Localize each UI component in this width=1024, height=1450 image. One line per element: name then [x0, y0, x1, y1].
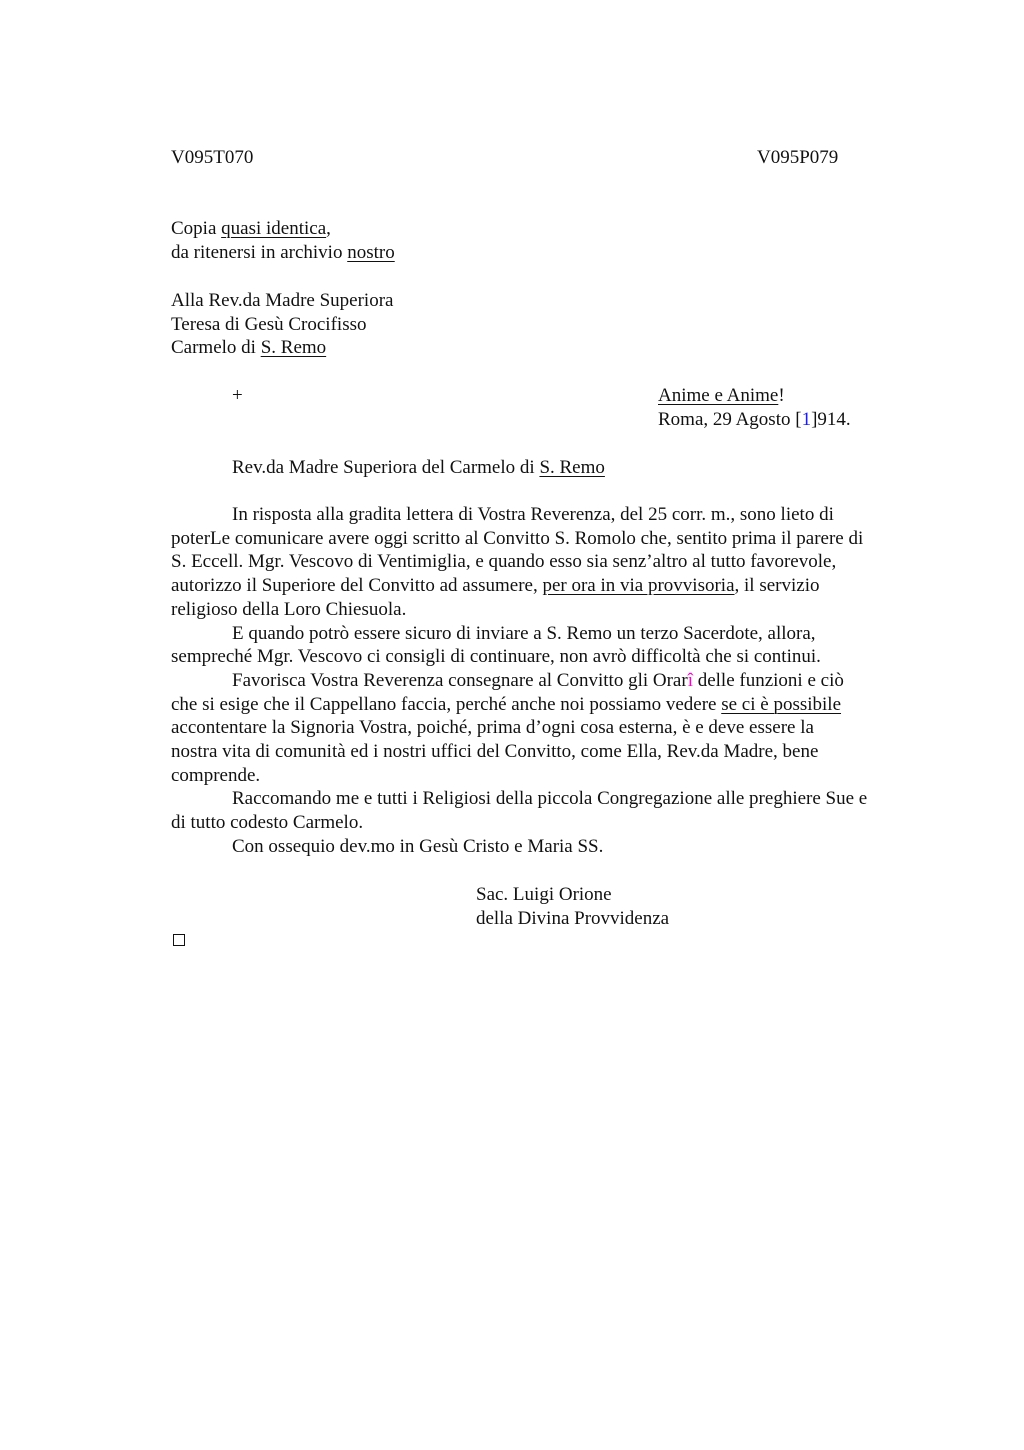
- archive-note: [171, 217, 931, 264]
- body-line: nostra vita di comunità ed i nostri uffici del Convitto, come Ella, Rev.da Madre, bene: [171, 741, 819, 763]
- body-line: Raccomando me e tutti i Religiosi della piccola Congregazione alle preghiere Sue e: [232, 788, 868, 810]
- letter-date: Roma, 29 Agosto [1]914.: [658, 409, 851, 430]
- end-square-icon: [173, 934, 185, 946]
- body-line: che si esige che il Cappellano faccia, perché anche noi possiamo vedere se ci è possibile: [171, 693, 842, 715]
- body-line: poterLe comunicare avere oggi scritto al Convitto S. Romolo che, sentito prima il parere di: [171, 527, 864, 549]
- correction-mark: î: [687, 669, 693, 691]
- addressee-line-3: Carmelo di S. Remo: [171, 337, 327, 359]
- body-line: S. Eccell. Mgr. Vescovo di Ventimiglia, e quando esso sia senz’altro al tutto favorevole,: [171, 551, 837, 573]
- body-line: religioso della Loro Chiesuola.: [171, 598, 407, 620]
- signature-affiliation: della Divina Provvidenza: [476, 907, 670, 929]
- motto: Anime e Anime!: [658, 385, 785, 406]
- body-line: Con ossequio dev.mo in Gesù Cristo e Maria SS.: [232, 835, 604, 857]
- body-line: Favorisca Vostra Reverenza consegnare al Convitto gli Orarî delle funzioni e ciò: [232, 669, 844, 691]
- addressee-line-2: Teresa di Gesù Crocifisso: [171, 313, 367, 335]
- archive-note-line-2: da ritenersi in archivio nostro: [171, 241, 395, 263]
- body-line: comprende.: [171, 764, 261, 786]
- body-line: In risposta alla gradita lettera di Vostra Reverenza, del 25 corr. m., sono lieto di: [232, 504, 834, 525]
- body-line: E quando potrò essere sicuro di inviare a S. Remo un terzo Sacerdote, allora,: [232, 622, 816, 644]
- salutation: Rev.da Madre Superiora del Carmelo di S. Remo: [232, 457, 605, 478]
- document-code-left: V095T070: [171, 147, 254, 168]
- archive-note-line-1: Copia quasi identica,: [171, 218, 331, 239]
- letter-body: [171, 503, 931, 859]
- addressee-line-1: Alla Rev.da Madre Superiora: [171, 290, 394, 311]
- body-line: sempreché Mgr. Vescovo ci consigli di continuare, non avrò difficoltà che si continui.: [171, 646, 821, 668]
- signature: [476, 883, 669, 930]
- body-line: accontentare la Signoria Vostra, poiché, prima d’ogni cosa esterna, è e deve essere la: [171, 717, 814, 739]
- body-line: autorizzo il Superiore del Convitto ad assumere, per ora in via provvisoria, il servizio: [171, 575, 820, 597]
- document-code-right: V095P079: [757, 147, 839, 168]
- cross-symbol: +: [232, 385, 243, 406]
- addressee: [171, 289, 931, 360]
- body-line: di tutto codesto Carmelo.: [171, 812, 364, 834]
- signature-name: Sac. Luigi Orione: [476, 884, 612, 905]
